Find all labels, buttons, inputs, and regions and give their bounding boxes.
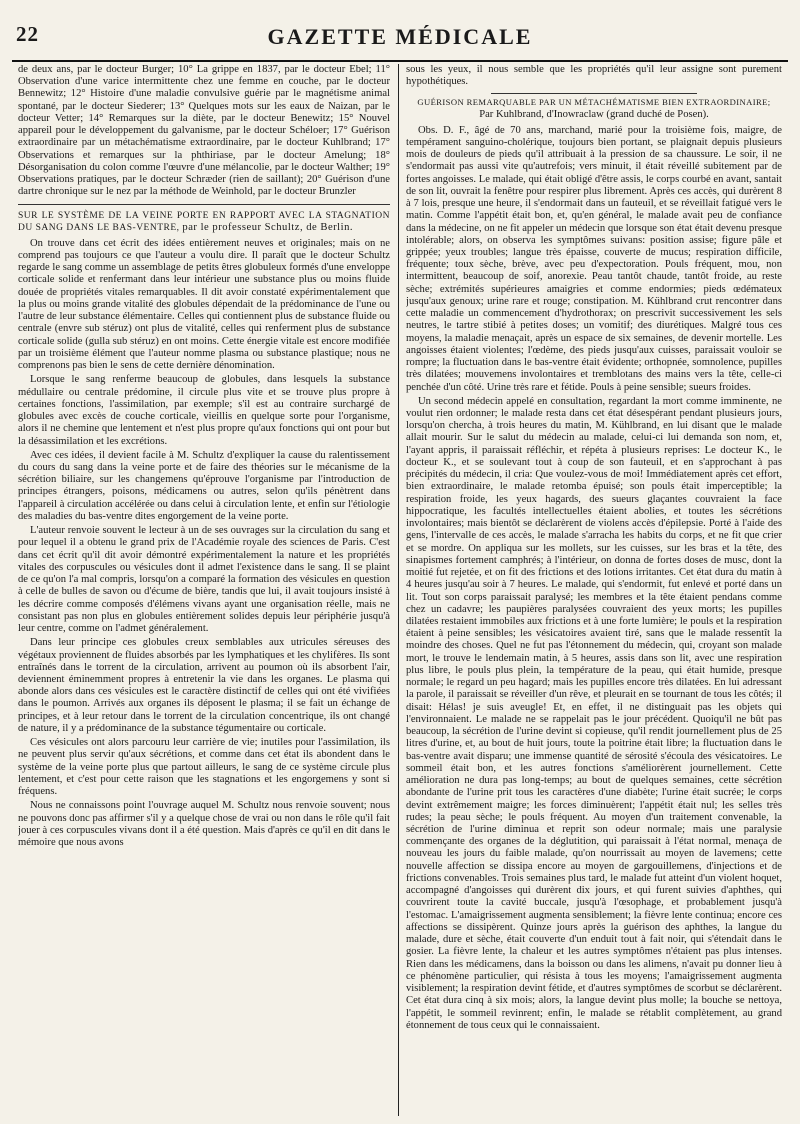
continuation-paragraph: sous les yeux, il nous semble que les propriétés qu'il leur assigne sont purement hypothétiques. [406,64,782,88]
body-paragraph: Avec ces idées, il devient facile à M. Schultz d'expliquer la cause du ralentissement du cours du sang dans la veine porte et de faire des théories sur le mécanisme de la sécrétion biliaire, sur les changemens qu'éprouve l'organisme par l'introduction de principes étrangers, poisons, médicamens ou autres, selon qu'ils pénètrent dans l'appareil à circulation accélérée ou dans celui à circulation lente, et enfin sur l'étiologie des maladies du bas-ventre dites engorgement de la veine porte. [18,449,390,522]
page-number: 22 [16,22,39,46]
article-heading-kuhlbrand: GUÉRISON REMARQUABLE PAR UN MÉTACHÉMATISME BIEN EXTRAORDINAIRE; [417,97,771,108]
article-heading-schultz [18,211,390,234]
article-byline: Par Kuhlbrand, d'Inowraclaw (grand duché de Posen). [479,109,709,121]
body-paragraph: On trouve dans cet écrit des idées entièrement neuves et originales; mais on ne comprend pas toujours ce que l'auteur a voulu dire. Il paraît que le docteur Schultz regarde le sang comme un assemblage de petits êtres globuleux formés d'une enveloppe corticale solide et renfermant dans leur intérieur une substance plus ou moins fluide douée de propriétés vitales remarquables. Il dit avoir constaté expérimentalement que la plus ou moins grande vitalité des globules dépendait de la prédominance de l'une ou l'autre de leur substance élémentaire. Celles qui contiennent plus de substance fluide ou centrale (envre sub stéruz) ont plus de vitalité, celles qui renferment plus de substance corticale solide (gulla sub stéruz) en ont moins. Cette énergie vitale est encore modifiée par un troisième élément que l'auteur nomme plasma ou substance plastique; nous ne comprenons pas bien le sens de cette dernière dénomination. [18,237,390,372]
left-column [18,64,390,1116]
body-paragraph: Un second médecin appelé en consultation, regardant la mort comme imminente, ne voulut rien ordonner; le malade resta dans cet état désespérant pendant plusieurs jours, lorsqu'on chercha, à trois heures du matin, M. Kühlbrand, en lui disant que le malade allait mourir. Sur le salut du médecin au malade, celui-ci lui demanda son nom, et, l'ayant appris, il paraissait réfléchir, et répéta à plusieurs reprises: Le docteur K., le docteur K., et se soulevant tout à coup de son fauteuil, et en s'approchant à pas précipités du médecin, il cria: Que voulez-vous de moi! Immédiatement après cet effort, bien extraordinaire, le malade retomba épuisé; son pouls était imperceptible; la respiration froide, les yeux hagards, des sueurs glaçantes couvraient la face hippocratique, les facultés intellectuelles étaient abolies, et toutes les sécrétions involontaires; mais bientôt se déclarèrent de violens accès d'épilepsie. Porté à l'aide des gens, l'intervalle de ces accès, le malade s'arracha les habits du corps, et ne fit que crier et se mordre. On appliqua sur les mollets, sur les cuisses, sur les bras et la tête, des sinapismes fortement camphrés; à l'intérieur, on donna de fortes doses de musc, dont la moitié fut rejetée, et on fit des frictions et des lotions irritantes. Cet état dura du matin à 4 heures jusqu'au soir à 7 heures. Le malade, qui s'endormit, fut enlevé et porté dans un lit. Tout son corps paraissait paralysé; les membres et la tête étaient pendans comme chez un cadavre; les paupières paralysées couvraient des yeux morts; les pupilles dilatées restaient immobiles aux frictions et à une forte lumière; le pouls et la respiration étaient à peine sensibles; les vésicatoires avaient tiré, sans que le malade ressentît la moindre des choses. Quel ne fut pas l'étonnement du médecin, qui, croyant son malade mort, le trouve le lendemain matin, à 5 heures, assis dans son lit, avec une respiration plus libre, le pouls plus plein, la température de la peau, qui était humide, presque normale; le regard un peu hagard; mais les pupilles encore très dilatées. En lui adressant la parole, il paraissait se réveiller d'un rêve, et pleurait en se tournant de tous les côtés; il disait: Hélas! je suis aveugle! Et, en effet, il ne distinguait pas les objets qui l'environnaient. Le malade ne se rappelait pas le jour précédent. Quoiqu'il ne bût pas beaucoup, la sécrétion de l'urine devint si copieuse, qu'il rendit journellement plus de 25 litres d'urine, et, au bout de huit jours, toute la poitrine était libre; la fluctuation dans le bas-ventre avait disparu; une immense quantité de sérosité s'écoula des vésicatoires. Le sommeil était bon, et les autres fonctions s'améliorèrent journellement. Cette amélioration ne dura pas long-temps; au bout de quelques semaines, cette sécrétion abondante de l'urine prit tous les caractères d'une diabète; l'urine était sucrée; le corps devint extrêmement maigre; les forces diminuèrent; l'appétit était nul; les selles très rudes; la peau sèche; le pouls fréquent. Au moyen d'un traitement convenable, la sécrétion de l'urine diminua et reprit son odeur normale; mais une paralysie commençante des organes de la déglutition, qui paraissait à l'état normal, menaça de nouveau les jours du faible malade, qu'on nourrissait au moyen de lavemens; cette nouvelle affection se dissipa encore au moyen de gargouillemens, d'injections et de frictions convenables. Trois semaines plus tard, le malade fut atteint d'un violent hoquet, accompagné d'angoisses qui durèrent dix jours, et qui furent suivies d'aphthes, qui couvrirent toute la cavité buccale, jusqu'à l'œsophage, et probablement jusqu'à l'estomac. L'amaigrissement augmenta sensiblement; la fièvre lente continua; encore ces affections se dissipèrent. Quinze jours après la guérison des aphthes, la langue du malade, dure et sèche, était couverte d'un enduit tout à fait noir, qui s'étendait dans le gosier. La fièvre lente, la chaleur et les autres symptômes n'étaient pas plus intenses. Rien dans les médicamens, dans la boisson ou dans les alimens, n'avait pu donner lieu à ce phénomène particulier, qui résista à tous les moyens; l'amaigrissement augmenta visiblement; la respiration devint fétide, et d'autres symptômes de scorbut se déclarèrent. Cet état dura cinq à six mois; alors, la langue devint plus molle; la bouche se nettoya, l'appétit, le sommeil revinrent; enfin, le malade se rétablit complètement, au grand étonnement de tous ceux qui le connaissaient. [406,395,782,1031]
column-rule [398,64,399,1116]
body-paragraph: Dans leur principe ces globules creux semblables aux utricules séreuses des végétaux proviennent de fluides absorbés par les lymphatiques et les chylifères. Ils sont entraînés dans le torrent de la circulation, arrivent au poumon où ils absorbent l'air, deviennent éminemment propres à entretenir la vie dans les organes. Le plasma qui abonde alors dans ces vésicules est le caractère distinctif de celles qui ont été vivifiées dans le poumon. Arrivés aux organes ils déposent le plasma; il se fait un échange de principes, et à leur retour dans le torrent de la circulation concentrique, ils ont changé de nature, il y a prédominance de la substance tégumentaire ou corticale. [18,637,390,734]
body-paragraph: Nous ne connaissons point l'ouvrage auquel M. Schultz nous renvoie souvent; nous ne pouvons donc pas affirmer s'il y a quelque chose de vrai ou non dans le rôle qu'il fait jouer à ces corpuscules vivans dont il a été question. Mais d'après ce qu'il en dit dans le mémoire que nous avons [18,800,390,849]
article-list-continuation: de deux ans, par le docteur Burger; 10° La grippe en 1837, par le docteur Ebel; 11° Observation d'une varice intermittente chez une femme en couche, par le docteur Bennewitz; 12° Histoire d'une maladie convulsive guérie par le magnétisme animal spontané, par le docteur Siederer; 13° Quelques mots sur les eaux de Naizan, par le docteur Vetter; 14° Remarques sur la diète, par le docteur Benewitz; 15° Nouvel appareil pour le développement du galvanisme, par le docteur Schéloer; 17° Guérison extraordinaire par un métachématisme extraordinaire, par le docteur Kuhlbrand; 17° Observations et remarques sur la phthiriase, par le docteur Amelung; 18° Désorganisation du colon comme l'œuvre d'une mélancolie, par le docteur Walther; 19° Observations pratiques, par le docteur Schræder (rien de saillant); 20° Guérison d'une dartre chronique sur le nez par la méthode de Weinhold, par le docteur Brunzler [18,64,390,198]
page-header [12,10,788,62]
body-paragraph: Obs. D. F., âgé de 70 ans, marchand, marié pour la troisième fois, maigre, de tempérament sanguino-cholérique, toujours bien portant, se plaignait depuis plusieurs mois de douleurs de pieds qu'il attribuait à la pression de sa chaussure. Le soir, il ne s'endormait pas aussi vite qu'autrefois; vers minuit, il était réveillé subitement par de fortes angoisses. Le malade, qui était obligé d'être assis, le corps courbé en avant, santait de son lit, ouvrait la fenêtre pour respirer plus librement. Après ces accès, qui durèrent 8 à 7 lois, presque une heure, il s'endormait dans un fauteuil, et se réveillait fatigué vers le matin. Comme l'appétit était bon, et, qu'en général, le malade avait peu de confiance dans la médecine, on ne fit appeler un médecin que lorsque son état était devenu presque intolérable; alors, on observa les symptômes suivans: position assise; figure pâle et grippée; yeux troubles; langue très épaisse, couverte de mucus; respiration difficile, fréquente; toux sèche, brève, avec peu d'expectoration. Pouls fréquent, mou, non intermittent, beaucoup de soif, anorexie. Peau tantôt chaude, tantôt froide, au reste sèche; extrémités supérieures amaigries et comme endormies; pieds œdémateux jusqu'aux genoux; urine rare et rouge; constipation. M. Kühlbrand crut rencontrer dans cette maladie un commencement d'hydrothorax; on prescrivit successivement les sels neutres, le tartre stibié à petites doses; un vomitif; des diurétiques. Malgré tous ces moyens, la maladie menaçait, après un espace de six semaines, de devenir mortelle. Les angoisses étaient violentes; l'œdème, des pieds jusqu'aux cuisses, paraissait vouloir se rompre; la fluctuation dans le bas-ventre était évidente; orthopnée, somnolence, pupilles très dilatées; mouvemens involontaires et tremblotans des mains vers la tête, celle-ci penchée d'un côté. Urine très rare et fétide. Pouls à peine sensible; sueurs froides. [406,124,782,393]
body-paragraph: Ces vésicules ont alors parcouru leur carrière de vie; inutiles pour l'assimilation, ils ne peuvent plus servir qu'aux sécrétions, et comme dans cet état ils abondent dans le système de la veine porte plus que partout ailleurs, le sang de ce système circule plus lentement, et c'est pour cette raison que les stagnations et les engorgemens y sont si fréquens. [18,737,390,798]
body-paragraph: L'auteur renvoie souvent le lecteur à un de ses ouvrages sur la circulation du sang et pour lequel il a obtenu le grand prix de l'Académie royale des sciences de Paris. C'est dans cet écrit qu'il dit avoir démontré expérimentalement la nature et les propriétés vitales des corpuscules ou vésicules dont il admet l'existence dans le sang. Il se plaint de ce qu'on l'a mal compris, lorsqu'on a comparé la formation des vésicules en question à celle de bulles de savon ou d'écume de bière, tandis que lui, il avait toujours insisté à les décrire comme composés d'élémens vivans ayant une organisation réelle, mais ne consistant pas non plus en globules entièrement solides depuis leur périphérie jusqu'à leur centre, comme on l'admet généralement. [18,525,390,635]
article-heading-text: SUR LE SYSTÈME DE LA VEINE PORTE EN RAPPORT AVEC LA STAGNATION DU SANG DANS LE BAS-VENTRE, [18,210,390,233]
body-paragraph: Lorsque le sang renferme beaucoup de globules, dans lesquels la substance médullaire ou centrale prédomine, il circule plus vite et se trouve plus propre à certaines fonctions, l'assimilation, par exemple; s'il est au contraire surchargé de globules avec excès de couche corticale, vieillis en quelque sorte pour l'organisme, alors il ne chemine que lentement et n'est plus propre qu'aux fonctions qui ont pour but la désassimilation et les excrétions. [18,374,390,447]
section-divider [491,93,698,94]
right-column [406,64,782,1116]
journal-title: GAZETTE MÉDICALE [267,24,533,49]
article-heading-author: par le professeur Schultz, de Berlin. [182,221,354,233]
section-divider [18,204,390,205]
